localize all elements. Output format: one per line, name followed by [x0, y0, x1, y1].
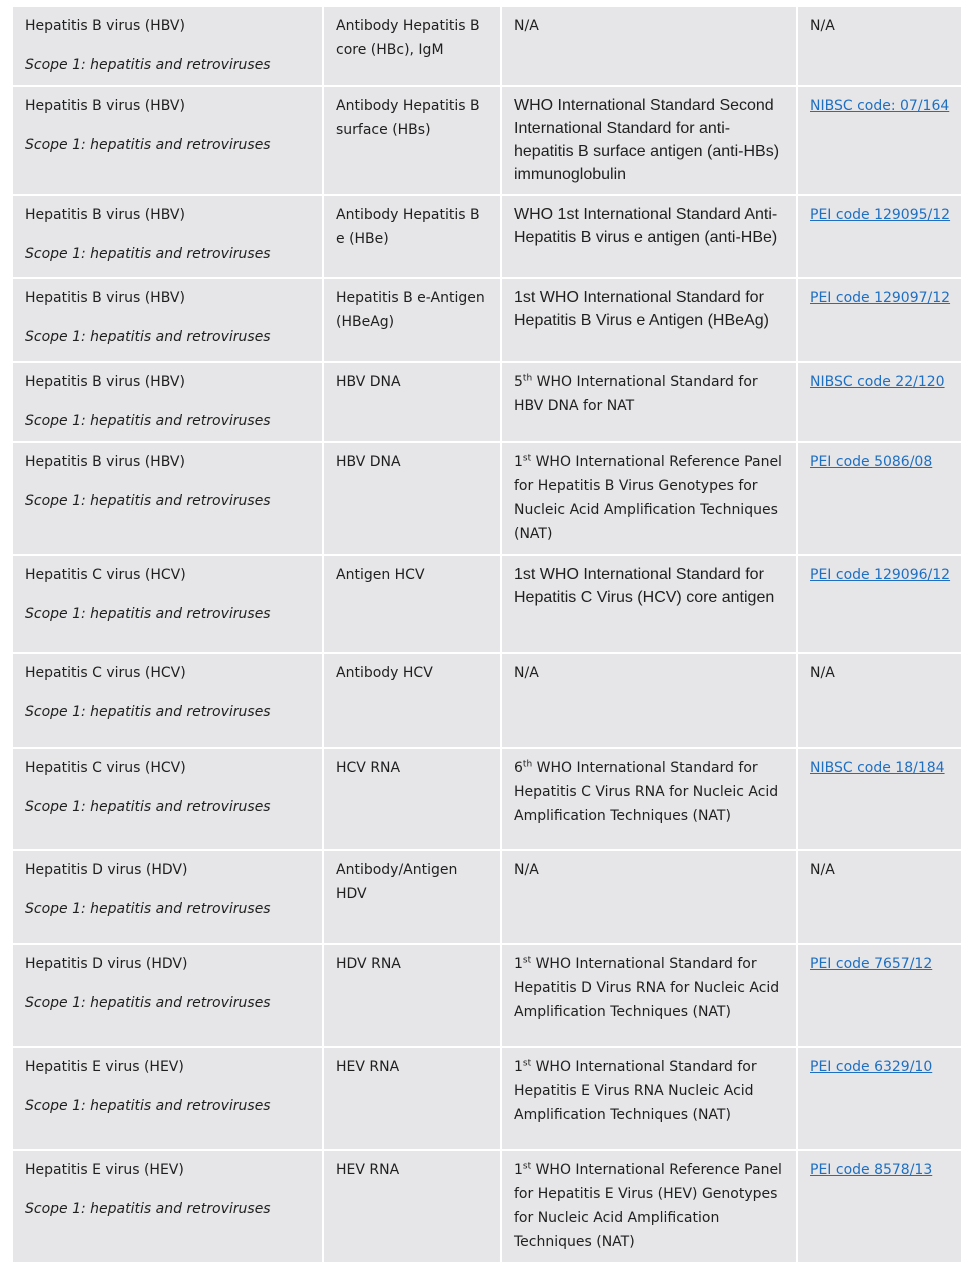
- virus-cell: [12, 442, 323, 555]
- target-cell: [323, 944, 501, 1047]
- standard-text: WHO 1st International Standard Anti-Hepatitis B virus e antigen (anti-HBe): [514, 206, 778, 246]
- standard-cell: [501, 850, 797, 944]
- scope-label: Scope 1: hepatitis and retroviruses: [25, 137, 271, 153]
- standard-text: WHO International Standard for HBV DNA for NAT: [514, 374, 758, 414]
- standard-ordinal-suffix: st: [522, 453, 532, 464]
- virus-name: Hepatitis B virus (HBV): [25, 454, 185, 470]
- target-text: Antigen HCV: [336, 567, 425, 583]
- target-text: Hepatitis B e-Antigen (HBeAg): [336, 290, 485, 330]
- target-cell: [323, 195, 501, 278]
- reference-code-text: N/A: [810, 665, 835, 681]
- table-row: [12, 362, 962, 442]
- standard-ordinal-number: 1: [514, 454, 523, 470]
- standard-text: N/A: [514, 862, 539, 878]
- code-cell: [797, 1047, 962, 1150]
- virus-cell: [12, 1150, 323, 1263]
- standard-cell: [501, 1047, 797, 1150]
- virus-name: Hepatitis B virus (HBV): [25, 98, 185, 114]
- standard-cell: [501, 7, 797, 86]
- reference-code-link[interactable]: PEI code 129096/12: [810, 567, 951, 583]
- virus-cell: [12, 850, 323, 944]
- scope-label: Scope 1: hepatitis and retroviruses: [25, 704, 271, 720]
- target-cell: [323, 555, 501, 653]
- standard-ordinal-number: 1: [514, 956, 523, 972]
- virus-cell: [12, 362, 323, 442]
- table-row: [12, 850, 962, 944]
- code-cell: [797, 555, 962, 653]
- code-cell: [797, 653, 962, 748]
- table-row: [12, 748, 962, 850]
- table-row: [12, 1150, 962, 1263]
- target-text: HBV DNA: [336, 374, 401, 390]
- standard-ordinal-suffix: th: [522, 759, 533, 770]
- target-cell: [323, 748, 501, 850]
- virus-name: Hepatitis B virus (HBV): [25, 207, 185, 223]
- table-body: [12, 7, 962, 1263]
- standard-text: WHO International Standard Second International Standard for anti-hepatitis B surface antigen (anti-HBs) immunoglobulin: [514, 97, 780, 183]
- table-row: [12, 278, 962, 362]
- target-text: Antibody Hepatitis B surface (HBs): [336, 98, 480, 138]
- virus-name: Hepatitis E virus (HEV): [25, 1059, 184, 1075]
- virus-name: Hepatitis C virus (HCV): [25, 665, 186, 681]
- reference-code-link[interactable]: NIBSC code 18/184: [810, 760, 945, 776]
- reference-code-link[interactable]: PEI code 129097/12: [810, 290, 951, 306]
- standard-text: WHO International Reference Panel for Hepatitis B Virus Genotypes for Nucleic Acid Amplification Techniques (NAT): [514, 454, 782, 542]
- reference-code-link[interactable]: NIBSC code 22/120: [810, 374, 945, 390]
- scope-label: Scope 1: hepatitis and retroviruses: [25, 1098, 271, 1114]
- virus-cell: [12, 7, 323, 86]
- reference-standards-table: [11, 7, 963, 1264]
- virus-name: Hepatitis B virus (HBV): [25, 374, 185, 390]
- code-cell: [797, 944, 962, 1047]
- target-text: Antibody Hepatitis B e (HBe): [336, 207, 480, 247]
- target-cell: [323, 362, 501, 442]
- virus-cell: [12, 1047, 323, 1150]
- code-cell: [797, 442, 962, 555]
- virus-name: Hepatitis B virus (HBV): [25, 290, 185, 306]
- standard-text: WHO International Reference Panel for Hepatitis E Virus (HEV) Genotypes for Nucleic Acid Amplification Techniques (NAT): [514, 1162, 782, 1250]
- target-cell: [323, 278, 501, 362]
- scope-label: Scope 1: hepatitis and retroviruses: [25, 413, 271, 429]
- virus-cell: [12, 653, 323, 748]
- standard-ordinal-suffix: th: [522, 373, 533, 384]
- code-cell: [797, 86, 962, 195]
- reference-code-link[interactable]: PEI code 129095/12: [810, 207, 951, 223]
- virus-cell: [12, 944, 323, 1047]
- standard-text: N/A: [514, 18, 539, 34]
- standard-cell: [501, 86, 797, 195]
- table-row: [12, 555, 962, 653]
- virus-name: Hepatitis B virus (HBV): [25, 18, 185, 34]
- standard-cell: [501, 1150, 797, 1263]
- table-row: [12, 653, 962, 748]
- standard-cell: [501, 748, 797, 850]
- standard-text: WHO International Standard for Hepatitis C Virus RNA for Nucleic Acid Amplification Techniques (NAT): [514, 760, 779, 824]
- standard-cell: [501, 653, 797, 748]
- target-cell: [323, 850, 501, 944]
- table-row: [12, 195, 962, 278]
- target-text: HDV RNA: [336, 956, 401, 972]
- virus-cell: [12, 278, 323, 362]
- scope-label: Scope 1: hepatitis and retroviruses: [25, 901, 271, 917]
- scope-label: Scope 1: hepatitis and retroviruses: [25, 1201, 271, 1217]
- standard-cell: [501, 442, 797, 555]
- code-cell: [797, 7, 962, 86]
- target-cell: [323, 442, 501, 555]
- target-text: HBV DNA: [336, 454, 401, 470]
- scope-label: Scope 1: hepatitis and retroviruses: [25, 493, 271, 509]
- code-cell: [797, 748, 962, 850]
- scope-label: Scope 1: hepatitis and retroviruses: [25, 57, 271, 73]
- target-cell: [323, 1150, 501, 1263]
- standard-text: N/A: [514, 665, 539, 681]
- target-cell: [323, 653, 501, 748]
- code-cell: [797, 195, 962, 278]
- standard-text: WHO International Standard for Hepatitis E Virus RNA Nucleic Acid Amplification Techniques (NAT): [514, 1059, 757, 1123]
- standard-cell: [501, 555, 797, 653]
- standard-text: 1st WHO International Standard for Hepatitis C Virus (HCV) core antigen: [514, 566, 775, 606]
- scope-label: Scope 1: hepatitis and retroviruses: [25, 606, 271, 622]
- reference-code-link[interactable]: PEI code 6329/10: [810, 1059, 933, 1075]
- standard-ordinal-number: 5: [514, 374, 523, 390]
- reference-code-link[interactable]: PEI code 5086/08: [810, 454, 933, 470]
- table-row: [12, 442, 962, 555]
- standard-cell: [501, 278, 797, 362]
- standard-ordinal-number: 1: [514, 1059, 523, 1075]
- reference-code-text: N/A: [810, 862, 835, 878]
- reference-code-link[interactable]: PEI code 7657/12: [810, 956, 933, 972]
- table-row: [12, 944, 962, 1047]
- scope-label: Scope 1: hepatitis and retroviruses: [25, 329, 271, 345]
- target-text: Antibody HCV: [336, 665, 433, 681]
- standard-text: WHO International Standard for Hepatitis D Virus RNA for Nucleic Acid Amplification Techniques (NAT): [514, 956, 780, 1020]
- target-text: Antibody Hepatitis B core (HBc), IgM: [336, 18, 480, 58]
- virus-name: Hepatitis E virus (HEV): [25, 1162, 184, 1178]
- reference-code-text: N/A: [810, 18, 835, 34]
- code-cell: [797, 850, 962, 944]
- target-cell: [323, 86, 501, 195]
- virus-name: Hepatitis D virus (HDV): [25, 862, 188, 878]
- table-row: [12, 86, 962, 195]
- standard-ordinal-suffix: st: [522, 1058, 532, 1069]
- target-text: HEV RNA: [336, 1059, 400, 1075]
- code-cell: [797, 278, 962, 362]
- standard-ordinal-number: 1: [514, 1162, 523, 1178]
- scope-label: Scope 1: hepatitis and retroviruses: [25, 995, 271, 1011]
- standard-cell: [501, 362, 797, 442]
- virus-cell: [12, 195, 323, 278]
- table-row: [12, 1047, 962, 1150]
- standard-ordinal-suffix: st: [522, 955, 532, 966]
- target-cell: [323, 7, 501, 86]
- virus-name: Hepatitis D virus (HDV): [25, 956, 188, 972]
- scope-label: Scope 1: hepatitis and retroviruses: [25, 799, 271, 815]
- reference-code-link[interactable]: PEI code 8578/13: [810, 1162, 933, 1178]
- virus-cell: [12, 555, 323, 653]
- standard-ordinal-number: 6: [514, 760, 523, 776]
- virus-cell: [12, 86, 323, 195]
- target-text: HCV RNA: [336, 760, 401, 776]
- standard-text: 1st WHO International Standard for Hepatitis B Virus e Antigen (HBeAg): [514, 289, 769, 329]
- scope-label: Scope 1: hepatitis and retroviruses: [25, 246, 271, 262]
- target-cell: [323, 1047, 501, 1150]
- target-text: HEV RNA: [336, 1162, 400, 1178]
- target-text: Antibody/Antigen HDV: [336, 862, 458, 902]
- virus-cell: [12, 748, 323, 850]
- code-cell: [797, 362, 962, 442]
- reference-code-link[interactable]: NIBSC code: 07/164: [810, 98, 950, 114]
- table-row: [12, 7, 962, 86]
- code-cell: [797, 1150, 962, 1263]
- standard-cell: [501, 944, 797, 1047]
- standard-ordinal-suffix: st: [522, 1161, 532, 1172]
- standard-cell: [501, 195, 797, 278]
- virus-name: Hepatitis C virus (HCV): [25, 760, 186, 776]
- virus-name: Hepatitis C virus (HCV): [25, 567, 186, 583]
